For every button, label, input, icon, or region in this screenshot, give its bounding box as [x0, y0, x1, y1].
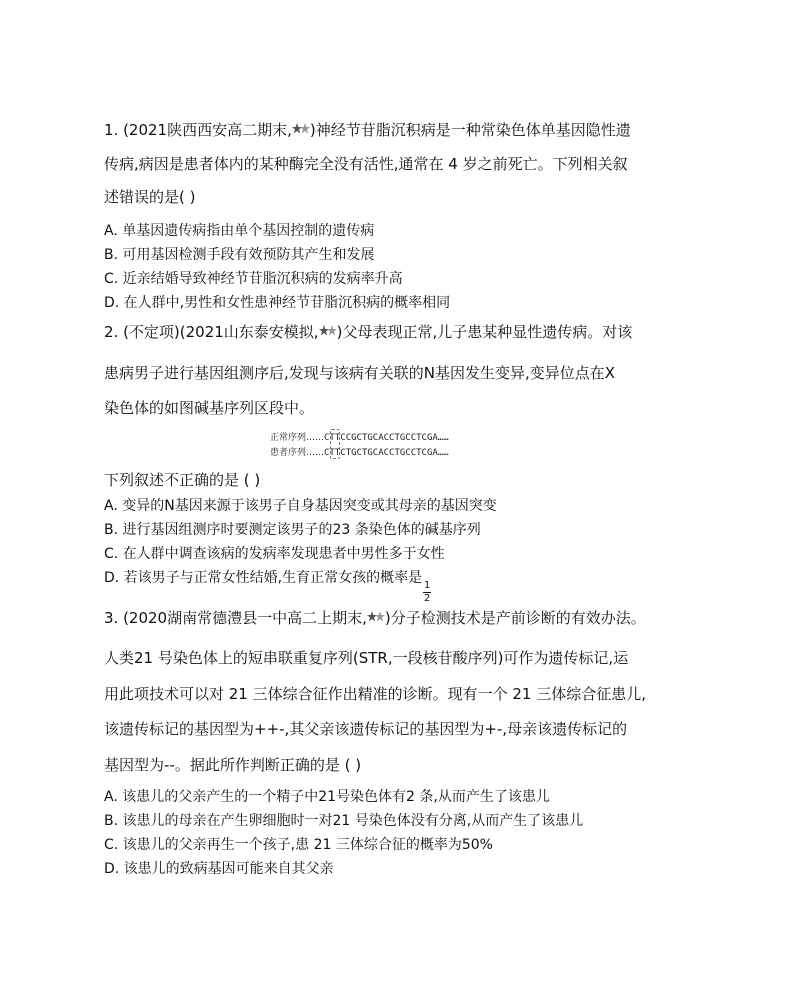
q2-line2: 患病男子进行基因组测序后,发现与该病有关联的N基因发生变异,变异位点在X: [104, 364, 616, 382]
q1-option-c: C. 近亲结婚导致神经节苷脂沉积病的发病率升高: [104, 271, 403, 287]
seq-patient-label: 患者序列……: [270, 448, 325, 458]
q3-source: 3. (2020湖南常德澧县一中高二上期末,: [104, 609, 367, 627]
difficulty-star-icon: [319, 324, 337, 338]
q3-line4: 该遗传标记的基因型为++-,其父亲该遗传标记的基因型为+-,母亲该遗传标记的: [104, 720, 628, 738]
difficulty-star-icon: [292, 122, 310, 136]
q3-line5: 基因型为--。据此所作判断正确的是 ( ): [104, 756, 362, 774]
q2-line1: [104, 322, 632, 342]
seq-patient-bases: CTTCTGCTGCACCTGCCTCGA……: [324, 448, 449, 458]
q3-line2: 人类21 号染色体上的短串联重复序列(STR,一段核苷酸序列)可作为遗传标记,运: [104, 649, 629, 667]
q2-option-c: C. 在人群中调查该病的发病率发现患者中男性多于女性: [104, 546, 445, 562]
fraction-numerator: 1: [423, 580, 431, 591]
q2-option-d-text: D. 若该男子与正常女性结婚,生育正常女孩的概率是: [104, 570, 423, 586]
q1-option-d: D. 在人群中,男性和女性患神经节苷脂沉积病的概率相同: [104, 295, 451, 311]
seq-normal-label: 正常序列……: [270, 433, 325, 443]
q1-line2: 传病,病因是患者体内的某种酶完全没有活性,通常在 4 岁之前死亡。下列相关叙: [104, 155, 628, 173]
q2-option-d: [104, 568, 431, 604]
seq-normal-bases: CTTCCGCTGCACCTGCCTCGA……: [324, 433, 449, 443]
q2-text-1: )父母表现正常,儿子患某种显性遗传病。对该: [336, 323, 633, 341]
q1-line1: [104, 120, 631, 140]
q2-option-b: B. 进行基因组测序时要测定该男子的23 条染色体的碱基序列: [104, 522, 481, 538]
mutation-site-box: [330, 429, 340, 459]
q1-option-a: A. 单基因遗传病指由单个基因控制的遗传病: [104, 223, 375, 239]
q2-stem: 下列叙述不正确的是 ( ): [104, 471, 261, 489]
q1-source: 1. (2021陕西西安高二期末,: [104, 121, 292, 139]
seq-normal: [270, 433, 449, 444]
q3-line3: 用此项技术可以对 21 三体综合征作出精准的诊断。现有一个 21 三体综合征患儿,: [104, 685, 647, 703]
q2-source: 2. (不定项)(2021山东泰安模拟,: [104, 323, 319, 341]
q2-line3: 染色体的如图碱基序列区段中。: [104, 399, 315, 417]
difficulty-star-icon: [367, 610, 385, 624]
q3-option-d: D. 该患儿的致病基因可能来自其父亲: [104, 861, 334, 877]
q3-option-a: A. 该患儿的父亲产生的一个精子中21号染色体有2 条,从而产生了该患儿: [104, 789, 550, 805]
q1-option-b: B. 可用基因检测手段有效预防其产生和发展: [104, 247, 375, 263]
fraction-denominator: 2: [423, 593, 431, 604]
q1-text-1: )神经节苷脂沉积病是一种常染色体单基因隐性遗: [309, 121, 631, 139]
fraction-one-half: [423, 581, 431, 604]
seq-patient: [270, 448, 449, 459]
q3-option-c: C. 该患儿的父亲再生一个孩子,患 21 三体综合征的概率为50%: [104, 837, 493, 853]
q1-line3: 述错误的是( ): [104, 188, 196, 206]
q3-line1: [104, 608, 646, 628]
q3-text-1: )分子检测技术是产前诊断的有效办法。: [384, 609, 646, 627]
q2-option-a: A. 变异的N基因来源于该男子自身基因突变或其母亲的基因突变: [104, 498, 497, 514]
q3-option-b: B. 该患儿的母亲在产生卵细胞时一对21 号染色体没有分离,从而产生了该患儿: [104, 813, 584, 829]
